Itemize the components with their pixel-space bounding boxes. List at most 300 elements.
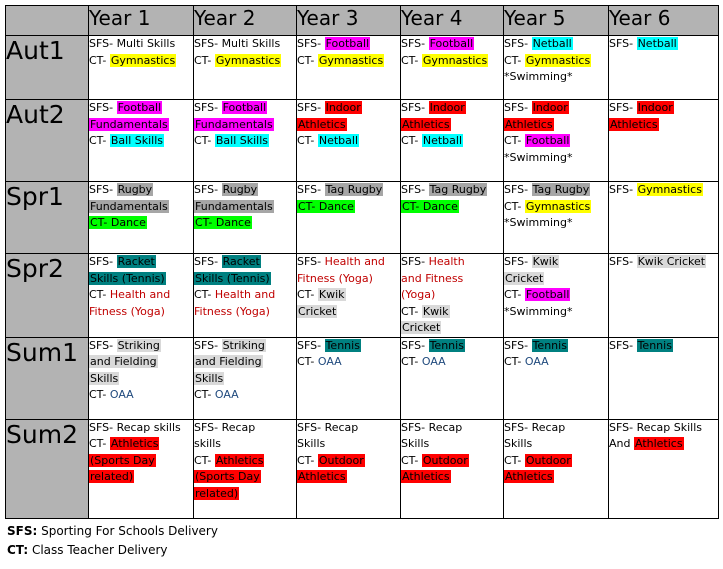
activity-cell	[401, 254, 504, 338]
highlighted-activity: Athletics	[298, 470, 346, 483]
highlighted-activity: Athletics	[298, 117, 346, 131]
activity-line	[297, 254, 400, 271]
activity-cell	[297, 337, 401, 419]
highlighted-activity: Football	[117, 101, 162, 114]
activity-text: CT-	[89, 53, 110, 67]
activity-cell	[194, 254, 297, 338]
highlighted-activity: Athletics	[505, 470, 553, 483]
highlighted-activity: CT- Dance	[298, 199, 354, 213]
activity-text: OAA	[317, 355, 342, 368]
activity-cell	[504, 100, 609, 182]
activity-text: SFS-	[194, 255, 222, 268]
activity-line	[401, 117, 503, 134]
activity-text: SFS-	[401, 183, 429, 196]
activity-text: CT-	[89, 288, 110, 301]
activity-line	[89, 469, 193, 486]
activity-text: SFS-	[89, 255, 117, 268]
activity-text: SFS-	[609, 183, 637, 196]
highlighted-activity: Football	[525, 134, 570, 147]
activity-text: SFS-	[297, 183, 325, 196]
activity-cell	[89, 36, 194, 100]
activity-line	[194, 215, 296, 232]
activity-line	[401, 304, 503, 321]
activity-line	[401, 453, 503, 470]
activity-text: And	[609, 437, 634, 450]
activity-line	[89, 387, 193, 404]
activity-cell	[194, 36, 297, 100]
activity-line	[194, 436, 296, 453]
highlighted-activity: Athletics	[402, 470, 450, 483]
activity-cell	[297, 100, 401, 182]
activity-text: CT-	[297, 288, 318, 301]
activity-cell	[609, 419, 719, 518]
highlighted-activity: Fundamentals	[90, 117, 168, 131]
activity-line	[297, 53, 400, 70]
activity-text: SFS-	[504, 183, 532, 196]
term-row	[6, 254, 719, 338]
activity-line	[504, 287, 608, 304]
highlighted-activity: and Fielding	[195, 355, 262, 368]
activity-text: Fitness (Yoga)	[297, 271, 373, 285]
highlighted-activity: (Sports Day	[90, 453, 155, 467]
activity-line	[504, 304, 608, 321]
highlighted-activity: Gymnastics	[637, 183, 702, 196]
highlighted-activity: Football	[325, 37, 370, 50]
highlighted-activity: Gymnastics	[422, 53, 488, 67]
activity-text: OAA	[524, 355, 549, 368]
activity-line	[194, 254, 296, 271]
highlighted-activity: Ball Skills	[215, 134, 269, 147]
activity-text: CT-	[401, 453, 422, 467]
highlighted-activity: Tennis	[325, 338, 360, 352]
term-row	[6, 419, 719, 518]
activity-text: CT-	[297, 355, 318, 368]
highlighted-activity: Fundamentals	[90, 199, 168, 213]
legend-key: SFS:	[7, 524, 38, 538]
highlighted-activity: Athletics	[634, 437, 683, 450]
activity-line	[297, 436, 400, 453]
activity-cell	[401, 337, 504, 419]
highlighted-activity: Gymnastics	[525, 53, 591, 67]
legend-sfs	[7, 524, 218, 538]
highlighted-activity: Football	[429, 37, 474, 50]
activity-cell	[297, 254, 401, 338]
activity-cell	[609, 36, 719, 100]
activity-text: SFS- Recap	[297, 420, 359, 434]
activity-line	[89, 371, 193, 388]
highlighted-activity: CT- Dance	[195, 216, 251, 229]
activity-line	[194, 36, 296, 53]
activity-text: CT-	[194, 388, 215, 401]
highlighted-activity: Skills	[90, 371, 119, 385]
activity-line	[297, 182, 400, 199]
activity-line	[297, 304, 400, 321]
activity-cell	[504, 419, 609, 518]
highlighted-activity: CT- Dance	[90, 216, 146, 229]
activity-line	[297, 199, 400, 216]
legend-key: CT:	[7, 543, 29, 557]
activity-cell	[401, 419, 504, 518]
activity-cell	[504, 182, 609, 254]
highlighted-activity: Striking	[117, 338, 160, 352]
term-label: Sum1	[6, 337, 89, 419]
activity-line	[297, 100, 400, 117]
activity-text: CT-	[194, 288, 215, 301]
highlighted-activity: Tennis	[429, 338, 464, 352]
highlighted-activity: Racket	[222, 255, 260, 268]
activity-line	[194, 420, 296, 437]
highlighted-activity: Kwik	[318, 288, 345, 301]
highlighted-activity: Outdoor	[318, 453, 364, 467]
activity-cell	[609, 182, 719, 254]
activity-line	[89, 338, 193, 355]
activity-text: Health	[428, 255, 465, 268]
activity-line	[401, 271, 503, 288]
term-row	[6, 36, 719, 100]
highlighted-activity: Kwik Cricket	[637, 255, 706, 268]
highlighted-activity: Tennis	[532, 338, 567, 352]
activity-cell	[401, 182, 504, 254]
highlighted-activity: Rugby	[117, 183, 153, 196]
highlighted-activity: Athletics	[215, 453, 264, 467]
activity-text: SFS-	[609, 338, 637, 352]
activity-text: Health and	[214, 288, 276, 301]
activity-text: SFS-	[297, 37, 325, 50]
activity-text: CT-	[504, 355, 525, 368]
activity-text: *Swimming*	[504, 216, 573, 229]
highlighted-activity: Tag Rugby	[429, 183, 487, 196]
highlighted-activity: Kwik	[532, 255, 559, 268]
highlighted-activity: Cricket	[505, 271, 544, 285]
activity-cell	[297, 182, 401, 254]
activity-line	[194, 387, 296, 404]
activity-line	[504, 338, 608, 355]
activity-line	[401, 338, 503, 355]
activity-line	[609, 100, 718, 117]
highlighted-activity: Tag Rugby	[325, 183, 383, 196]
activity-line	[504, 182, 608, 199]
activity-text: CT-	[297, 134, 318, 147]
activity-text: SFS-	[297, 255, 325, 268]
activity-cell	[609, 100, 719, 182]
highlighted-activity: Indoor	[637, 101, 673, 114]
legend-text: Class Teacher Delivery	[28, 543, 168, 557]
activity-text: CT-	[401, 53, 422, 67]
activity-line	[89, 182, 193, 199]
activity-text: SFS- Recap	[401, 420, 463, 434]
activity-line	[194, 53, 296, 70]
highlighted-activity: Skills (Tennis)	[90, 271, 165, 285]
highlighted-activity: Fundamentals	[195, 199, 273, 213]
activity-text: CT-	[194, 134, 215, 147]
activity-line	[89, 453, 193, 470]
activity-text: Fitness (Yoga)	[89, 304, 165, 318]
activity-line	[609, 338, 718, 355]
activity-text: SFS-	[401, 338, 429, 352]
activity-text: SFS-	[297, 101, 325, 114]
activity-text: SFS-	[297, 338, 325, 352]
activity-text: OAA	[421, 355, 446, 368]
activity-line	[89, 254, 193, 271]
activity-line	[89, 271, 193, 288]
highlighted-activity: Striking	[222, 338, 265, 352]
activity-line	[89, 133, 193, 150]
activity-line	[194, 182, 296, 199]
activity-text: Health and	[324, 255, 385, 268]
activity-line	[297, 469, 400, 486]
highlighted-activity: Gymnastics	[215, 53, 281, 67]
activity-line	[609, 254, 718, 271]
highlighted-activity: Football	[525, 288, 570, 301]
activity-text: SFS-	[194, 338, 222, 352]
activity-text: CT-	[194, 53, 215, 67]
activity-cell	[609, 254, 719, 338]
activity-line	[297, 354, 400, 371]
activity-text: SFS-	[609, 37, 637, 50]
highlighted-activity: Gymnastics	[525, 199, 591, 213]
activity-line	[401, 199, 503, 216]
activity-line	[194, 133, 296, 150]
highlighted-activity: Athletics	[110, 437, 159, 450]
highlighted-activity: Rugby	[222, 183, 258, 196]
activity-text: CT-	[401, 355, 422, 368]
activity-text: CT-	[89, 437, 110, 450]
activity-text: Health and	[109, 288, 171, 301]
activity-text: SFS-	[504, 338, 532, 352]
highlighted-activity: Fundamentals	[195, 117, 273, 131]
highlighted-activity: (Sports Day	[195, 470, 260, 483]
activity-text: SFS-	[609, 255, 637, 268]
highlighted-activity: Gymnastics	[318, 53, 384, 67]
activity-line	[297, 271, 400, 288]
activity-line	[609, 182, 718, 199]
activity-line	[504, 150, 608, 167]
highlighted-activity: Athletics	[505, 117, 553, 131]
activity-text: SFS-	[401, 255, 429, 268]
year-header: Year 4	[401, 6, 504, 36]
activity-line	[194, 304, 296, 321]
activity-cell	[89, 100, 194, 182]
activity-line	[401, 436, 503, 453]
activity-line	[194, 469, 296, 486]
activity-text: SFS- Recap skills	[89, 420, 181, 434]
year-header-row	[6, 6, 719, 36]
activity-line	[89, 199, 193, 216]
activity-text: Skills	[297, 437, 326, 450]
activity-cell	[89, 254, 194, 338]
activity-line	[194, 338, 296, 355]
activity-text: Skills	[504, 437, 533, 450]
highlighted-activity: Netball	[532, 37, 572, 50]
activity-text: OAA	[214, 388, 239, 401]
activity-cell	[89, 337, 194, 419]
activity-cell	[194, 419, 297, 518]
activity-line	[504, 36, 608, 53]
highlighted-activity: Athletics	[402, 117, 450, 131]
term-label: Aut1	[6, 36, 89, 100]
activity-text: Skills	[401, 437, 430, 450]
activity-line	[609, 436, 718, 453]
activity-line	[609, 420, 718, 437]
activity-line	[504, 117, 608, 134]
highlighted-activity: Indoor	[325, 101, 361, 114]
activity-line	[194, 100, 296, 117]
activity-cell	[194, 100, 297, 182]
term-label: Sum2	[6, 419, 89, 518]
year-header: Year 3	[297, 6, 401, 36]
activity-text: CT-	[504, 288, 525, 301]
year-header: Year 2	[194, 6, 297, 36]
activity-line	[89, 53, 193, 70]
activity-line	[401, 354, 503, 371]
activity-text: CT-	[401, 134, 422, 147]
year-header: Year 5	[504, 6, 609, 36]
highlighted-activity: Outdoor	[422, 453, 468, 467]
pe-curriculum-table	[5, 5, 719, 519]
highlighted-activity: Outdoor	[525, 453, 571, 467]
activity-line	[504, 469, 608, 486]
activity-text: CT-	[194, 453, 215, 467]
activity-line	[297, 36, 400, 53]
activity-line	[504, 271, 608, 288]
highlighted-activity: Skills (Tennis)	[195, 271, 270, 285]
year-header: Year 6	[609, 6, 719, 36]
activity-line	[194, 117, 296, 134]
activity-cell	[89, 419, 194, 518]
highlighted-activity: Kwik	[422, 304, 449, 318]
highlighted-activity: Netball	[637, 37, 677, 50]
activity-text: skills	[194, 437, 222, 450]
activity-line	[504, 215, 608, 232]
highlighted-activity: Skills	[195, 371, 224, 385]
activity-cell	[609, 337, 719, 419]
highlighted-activity: related)	[195, 486, 239, 500]
highlighted-activity: Netball	[318, 134, 359, 147]
activity-text: *Swimming*	[504, 70, 573, 83]
activity-text: SFS-	[504, 255, 532, 268]
activity-line	[504, 354, 608, 371]
activity-line	[297, 287, 400, 304]
term-row	[6, 182, 719, 254]
activity-cell	[194, 337, 297, 419]
activity-line	[401, 320, 503, 337]
activity-text: CT-	[401, 304, 422, 318]
activity-line	[297, 453, 400, 470]
activity-text: *Swimming*	[504, 304, 573, 318]
activity-text: CT-	[297, 453, 318, 467]
highlighted-activity: and Fielding	[90, 355, 157, 368]
activity-line	[401, 469, 503, 486]
highlighted-activity: Indoor	[429, 101, 465, 114]
highlighted-activity: Netball	[422, 134, 463, 147]
activity-line	[504, 420, 608, 437]
activity-line	[194, 453, 296, 470]
activity-text: *Swimming*	[504, 150, 573, 164]
activity-cell	[297, 419, 401, 518]
activity-text: SFS-	[89, 338, 117, 352]
activity-line	[401, 420, 503, 437]
highlighted-activity: Tag Rugby	[532, 183, 590, 196]
activity-text: CT-	[89, 134, 110, 147]
activity-line	[194, 354, 296, 371]
activity-line	[89, 117, 193, 134]
activity-line	[504, 69, 608, 86]
activity-text: SFS-	[504, 101, 532, 114]
legend-text: Sporting For Schools Delivery	[37, 524, 218, 538]
activity-line	[504, 133, 608, 150]
activity-line	[401, 133, 503, 150]
activity-text: SFS- Multi Skills	[194, 37, 281, 50]
activity-text: CT-	[504, 199, 525, 213]
activity-line	[504, 199, 608, 216]
activity-line	[609, 117, 718, 134]
activity-text: CT-	[504, 453, 525, 467]
highlighted-activity: Tennis	[637, 338, 672, 352]
activity-text: SFS- Recap	[504, 420, 566, 434]
activity-text: SFS- Multi Skills	[89, 37, 176, 50]
activity-line	[89, 100, 193, 117]
activity-line	[89, 420, 193, 437]
activity-line	[504, 436, 608, 453]
highlighted-activity: Racket	[117, 255, 155, 268]
activity-line	[504, 53, 608, 70]
activity-line	[89, 287, 193, 304]
activity-cell	[89, 182, 194, 254]
activity-line	[89, 304, 193, 321]
activity-text: SFS-	[89, 183, 117, 196]
activity-text: SFS- Recap	[194, 420, 256, 434]
activity-line	[609, 36, 718, 53]
term-row	[6, 100, 719, 182]
activity-cell	[401, 36, 504, 100]
activity-line	[89, 354, 193, 371]
activity-cell	[194, 182, 297, 254]
highlighted-activity: Athletics	[610, 117, 658, 131]
activity-text: SFS-	[401, 37, 429, 50]
activity-line	[504, 453, 608, 470]
activity-line	[89, 36, 193, 53]
activity-line	[401, 100, 503, 117]
highlighted-activity: CT- Dance	[402, 199, 458, 213]
activity-line	[401, 287, 503, 304]
activity-line	[89, 215, 193, 232]
term-label: Spr2	[6, 254, 89, 338]
activity-line	[297, 133, 400, 150]
activity-line	[401, 36, 503, 53]
activity-line	[401, 254, 503, 271]
activity-line	[194, 371, 296, 388]
activity-text: SFS-	[609, 101, 637, 114]
activity-cell	[504, 254, 609, 338]
legend-ct	[7, 543, 168, 557]
highlighted-activity: Cricket	[402, 321, 441, 334]
activity-text: SFS- Recap Skills	[609, 420, 703, 434]
activity-line	[194, 486, 296, 503]
corner-cell	[6, 6, 89, 36]
activity-line	[504, 254, 608, 271]
activity-line	[194, 271, 296, 288]
activity-text: CT-	[297, 53, 318, 67]
activity-text: and Fitness	[401, 271, 464, 285]
activity-text: CT-	[504, 134, 525, 147]
term-label: Spr1	[6, 182, 89, 254]
highlighted-activity: Football	[222, 101, 267, 114]
activity-cell	[504, 36, 609, 100]
activity-line	[401, 182, 503, 199]
activity-text: Fitness (Yoga)	[194, 304, 270, 318]
term-row	[6, 337, 719, 419]
activity-text: CT-	[89, 388, 110, 401]
